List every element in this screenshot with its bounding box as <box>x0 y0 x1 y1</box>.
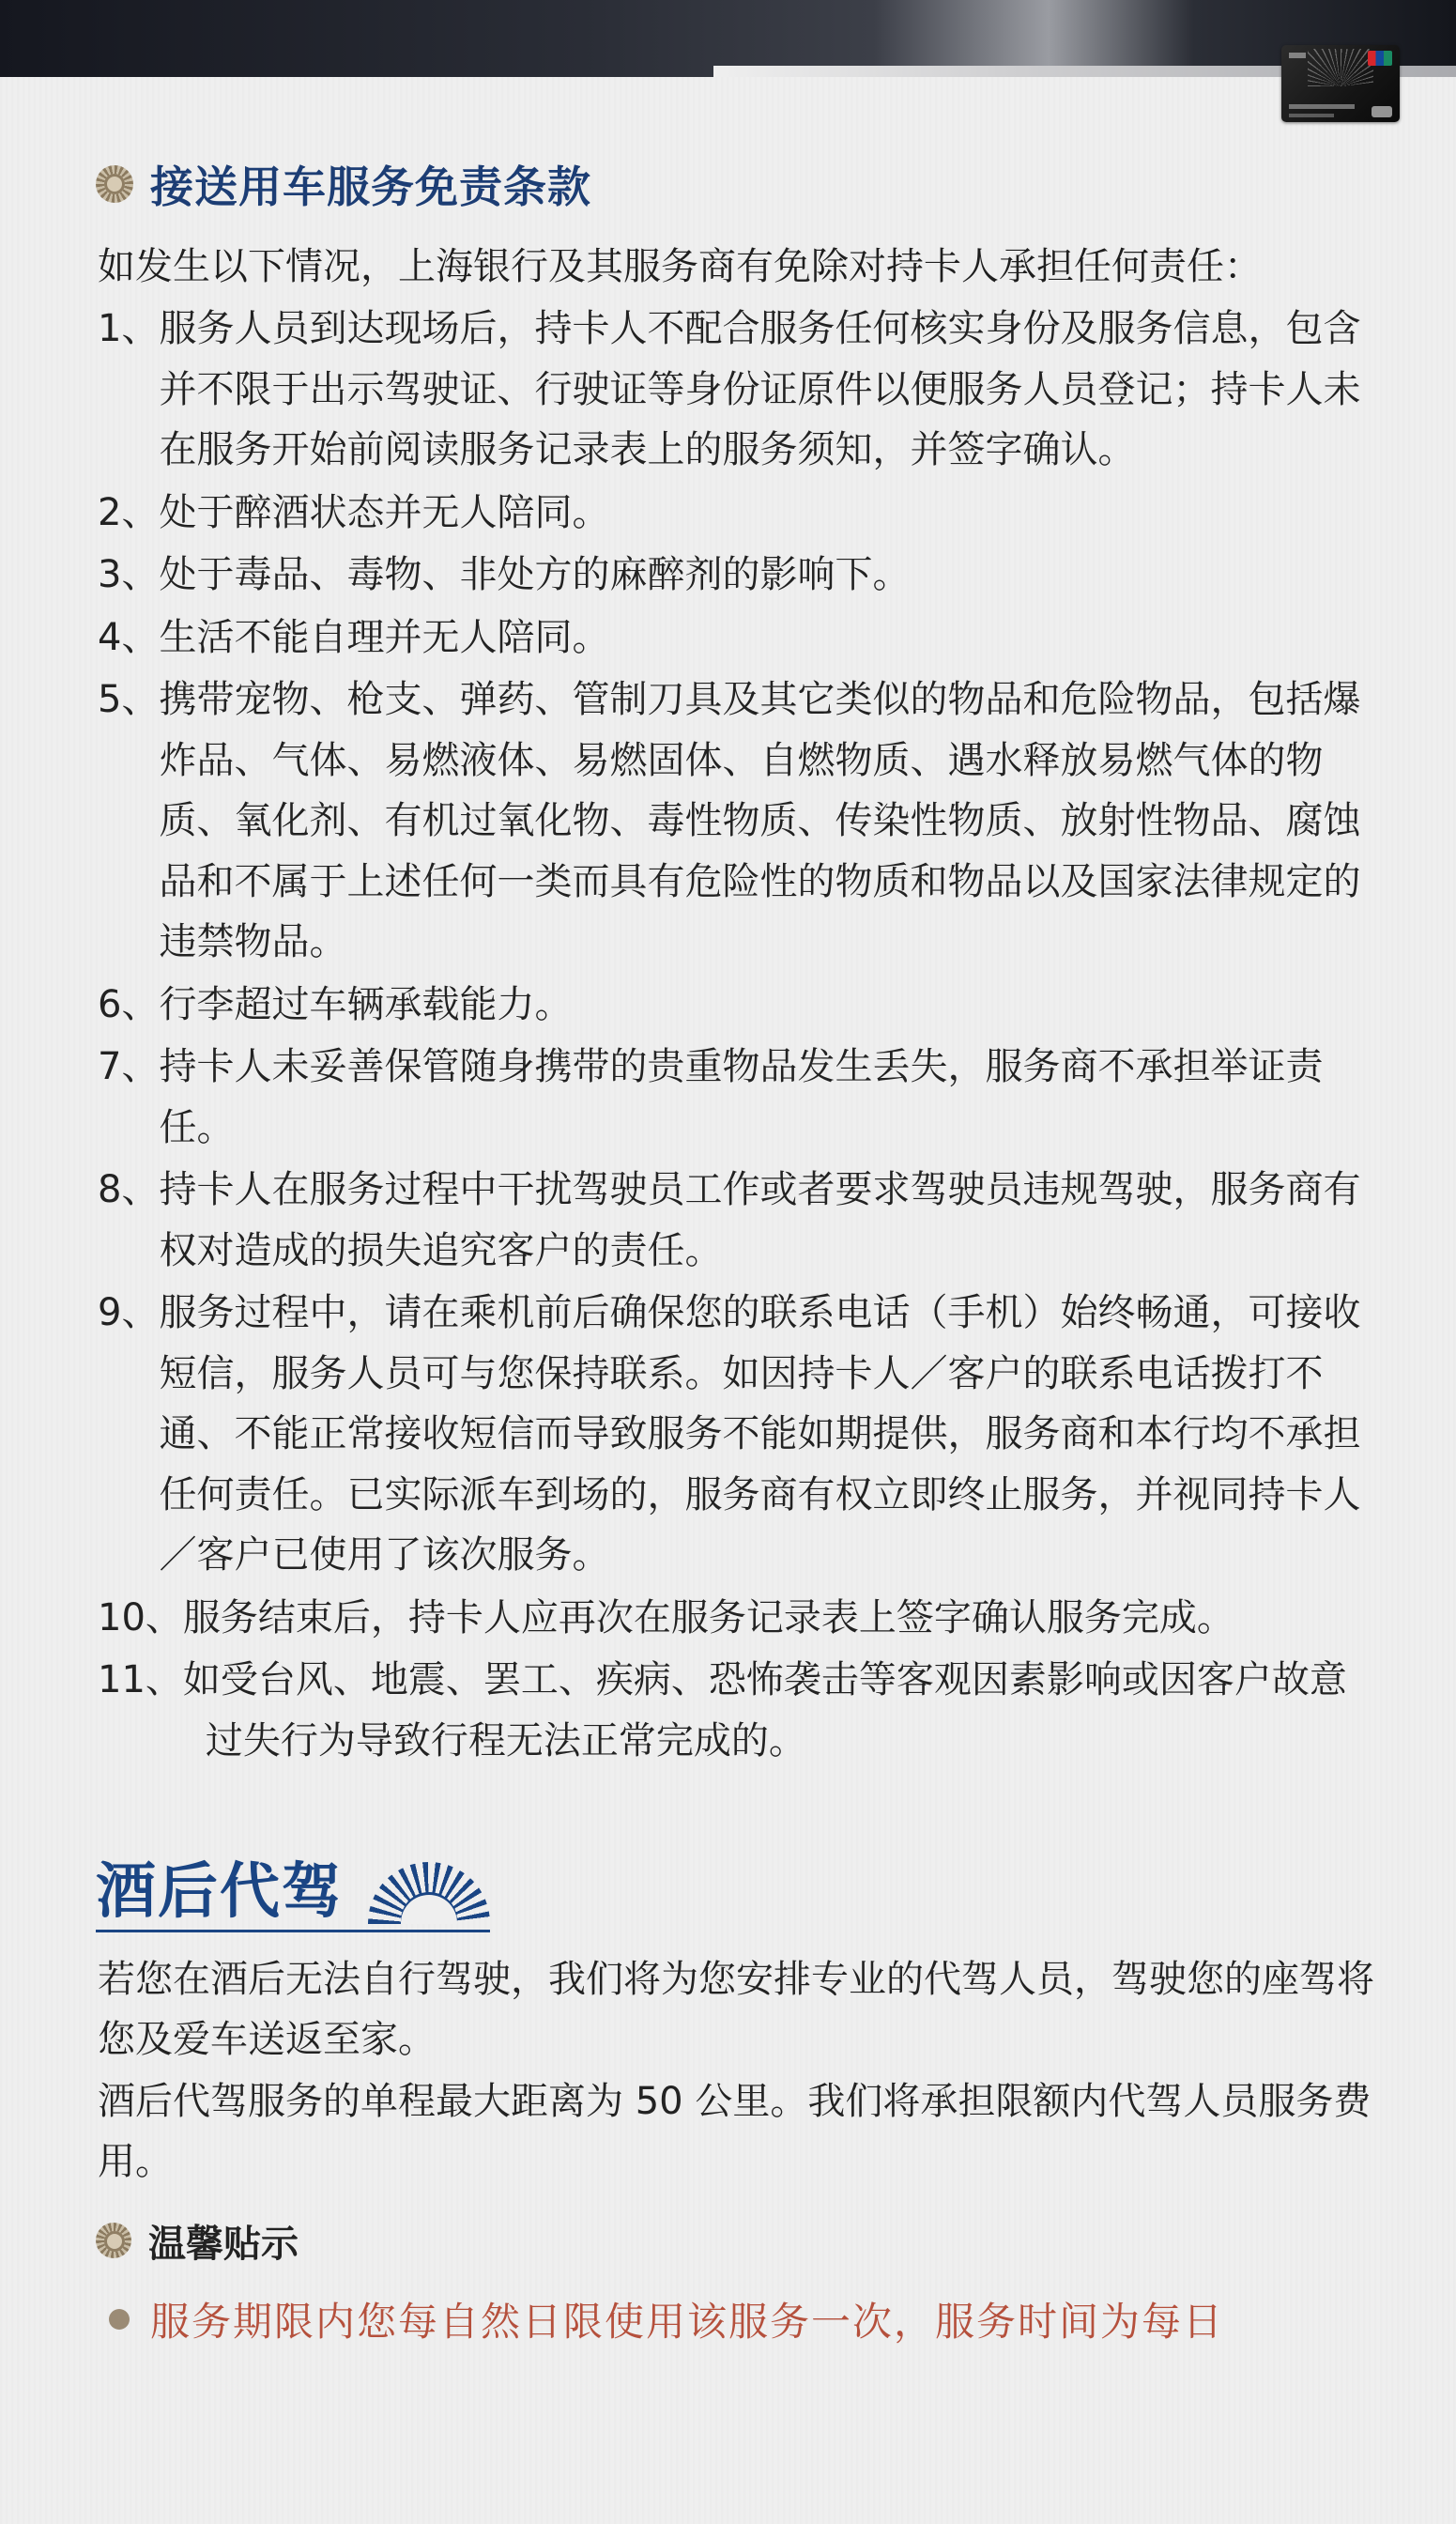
clause-text: 行李超过车辆承载能力。 <box>159 982 573 1026</box>
clause-list <box>98 299 1374 1773</box>
bank-card-image <box>1281 45 1400 122</box>
tips-title: 温馨贴示 <box>148 2222 299 2266</box>
clause-text: 服务人员到达现场后，持卡人不配合服务任何核实身份及服务信息，包含并不限于出示驾驶证、行驶证等身份证原件以便服务人员登记；持卡人未在服务开始前阅读服务记录表上的服务须知，并签字确认。 <box>159 307 1361 471</box>
clause-item <box>98 975 1374 1036</box>
tip-text: 服务期限内您每自然日限使用该服务一次，服务时间为每日 <box>150 2299 1225 2345</box>
clause-item <box>98 1037 1374 1158</box>
clause-text: 持卡人未妥善保管随身携带的贵重物品发生丢失，服务商不承担举证责任。 <box>159 1045 1324 1149</box>
clause-text: 携带宠物、枪支、弹药、管制刀具及其它类似的物品和危险物品，包括爆炸品、气体、易燃液体、易燃固体、自燃物质、遇水释放易燃气体的物质、氧化剂、有机过氧化物、毒性物质、传染性物质、放射性物品、腐蚀品和不属于上述任何一类而具有危险性的物质和物品以及国家法律规定的违禁物品。 <box>159 678 1361 963</box>
clause-item <box>98 1283 1374 1586</box>
sun-ornament-icon <box>96 165 133 203</box>
unionpay-logo-icon <box>1368 51 1392 66</box>
section2-paragraph-1: 若您在酒后无法自行驾驶，我们将为您安排专业的代驾人员，驾驶您的座驾将您及爱车送返至家。 <box>98 1958 1374 2061</box>
clause-text: 服务结束后，持卡人应再次在服务记录表上签字确认服务完成。 <box>182 1595 1234 1639</box>
intro-text: 如发生以下情况，上海银行及其服务商有免除对持卡人承担任何责任： <box>98 245 1262 288</box>
section2-heading <box>96 1855 344 1930</box>
heading-underline <box>96 1930 490 1932</box>
fan-ornament-icon <box>368 1862 490 1924</box>
clause-number: 2、 <box>98 490 160 534</box>
section-heading <box>96 150 591 218</box>
clause-item <box>98 299 1374 481</box>
clause-item <box>98 669 1374 973</box>
clause-number: 10、 <box>98 1595 183 1639</box>
clause-text: 处于毒品、毒物、非处方的麻醉剂的影响下。 <box>159 553 911 596</box>
section-title: 接送用车服务免责条款 <box>150 162 591 212</box>
top-banner <box>0 0 1456 77</box>
clause-text: 服务过程中，请在乘机前后确保您的联系电话（手机）始终畅通，可接收短信，服务人员可与您保持联系。如因持卡人／客户的联系电话拨打不通、不能正常接收短信而导致服务不能如期提供，服务商和本行均不承担任何责任。已实际派车到场的，服务商有权立即终止服务，并视同持卡人／客户已使用了该次服务。 <box>159 1291 1361 1577</box>
clause-item <box>98 1160 1374 1281</box>
clause-number: 3、 <box>98 553 160 596</box>
clause-item <box>98 608 1374 669</box>
tip-item <box>109 2291 1224 2347</box>
clause-item <box>98 1650 1374 1771</box>
bullet-icon <box>109 2309 130 2330</box>
clause-item <box>98 483 1374 544</box>
clause-number: 1、 <box>98 307 160 350</box>
clause-number: 9、 <box>98 1291 160 1334</box>
clause-number: 4、 <box>98 615 160 659</box>
clause-text: 处于醉酒状态并无人陪同。 <box>159 490 610 534</box>
section2-paragraph-2: 酒后代驾服务的单程最大距离为 50 公里。我们将承担限额内代驾人员服务费用。 <box>98 2080 1372 2183</box>
clause-text: 如受台风、地震、罢工、疾病、恐怖袭击等客观因素影响或因客户故意过失行为导致行程无法正常完成的。 <box>182 1658 1347 1762</box>
clause-number: 6、 <box>98 982 160 1026</box>
tips-heading <box>96 2212 299 2269</box>
clause-number: 11、 <box>98 1658 183 1701</box>
clause-item <box>98 545 1374 606</box>
clause-text: 持卡人在服务过程中干扰驾驶员工作或者要求驾驶员违规驾驶，服务商有权对造成的损失追究客户的责任。 <box>159 1168 1361 1272</box>
clause-text: 生活不能自理并无人陪同。 <box>159 615 610 659</box>
section2-title: 酒后代驾 <box>96 1856 344 1927</box>
clause-item <box>98 1588 1374 1649</box>
clause-number: 5、 <box>98 678 160 721</box>
sun-ornament-icon <box>96 2223 131 2258</box>
clause-number: 8、 <box>98 1168 160 1211</box>
clause-number: 7、 <box>98 1045 160 1088</box>
